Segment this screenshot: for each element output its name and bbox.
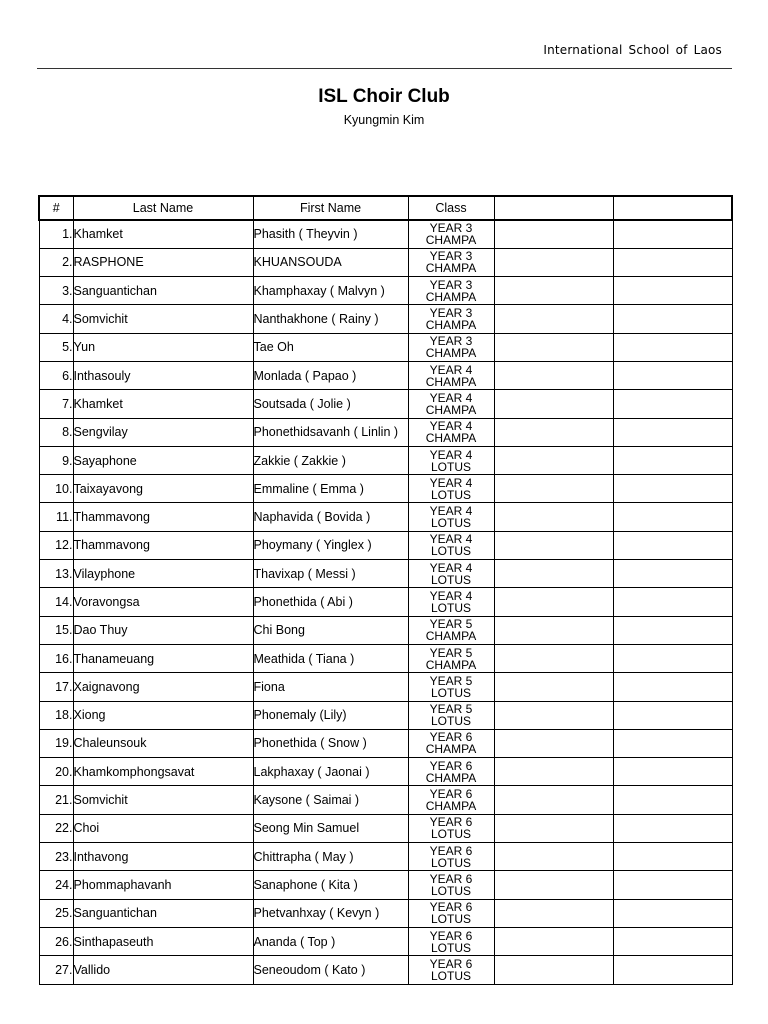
first-name-cell: Kaysone ( Saimai ): [253, 786, 408, 814]
last-name-cell: Chaleunsouk: [73, 729, 253, 757]
first-name-cell: Chittrapha ( May ): [253, 843, 408, 871]
class-year: YEAR 3: [429, 277, 473, 292]
class-group: LOTUS: [430, 940, 471, 955]
class-year: YEAR 4: [429, 504, 473, 519]
class-year: YEAR 5: [429, 617, 473, 632]
table-row: [39, 305, 732, 333]
last-name-cell: Sinthapaseuth: [73, 927, 253, 955]
row-number: 19.: [39, 729, 73, 757]
first-name-cell: Ananda ( Top ): [253, 927, 408, 955]
class-group: CHAMPA: [425, 431, 477, 446]
class-year: YEAR 6: [429, 900, 473, 915]
blank-cell: [613, 843, 732, 871]
last-name-cell: Inthasouly: [73, 361, 253, 389]
class-group: LOTUS: [430, 714, 471, 729]
blank-cell: [613, 758, 732, 786]
first-name-cell: Phasith ( Theyvin ): [253, 220, 408, 248]
blank-cell: [494, 305, 613, 333]
table-row: [39, 475, 732, 503]
blank-cell: [613, 305, 732, 333]
class-cell: [408, 220, 494, 248]
class-group: CHAMPA: [425, 629, 477, 644]
blank-cell: [613, 899, 732, 927]
blank-cell: [494, 531, 613, 559]
blank-cell: [494, 927, 613, 955]
row-number: 4.: [39, 305, 73, 333]
blank-cell: [613, 814, 732, 842]
first-name-cell: Fiona: [253, 673, 408, 701]
table-row: [39, 956, 732, 984]
table-row: [39, 616, 732, 644]
last-name-cell: Sanguantichan: [73, 899, 253, 927]
class-year: YEAR 6: [429, 758, 473, 773]
table-row: [39, 899, 732, 927]
class-group: LOTUS: [430, 572, 471, 587]
class-group: LOTUS: [430, 487, 471, 502]
class-cell: [408, 786, 494, 814]
class-year: YEAR 6: [429, 928, 473, 943]
class-group: CHAMPA: [425, 799, 477, 814]
row-number: 20.: [39, 758, 73, 786]
last-name-cell: Khamket: [73, 390, 253, 418]
blank-cell: [494, 843, 613, 871]
blank-cell: [613, 333, 732, 361]
roster-body: [39, 220, 732, 984]
blank-cell: [613, 560, 732, 588]
blank-cell: [613, 503, 732, 531]
table-row: [39, 927, 732, 955]
table-row: [39, 418, 732, 446]
first-name-cell: Sanaphone ( Kita ): [253, 871, 408, 899]
class-year: YEAR 4: [429, 589, 473, 603]
last-name-cell: Voravongsa: [73, 588, 253, 616]
first-name-cell: Emmaline ( Emma ): [253, 475, 408, 503]
class-year: YEAR 6: [429, 730, 473, 745]
last-name-cell: Thammavong: [73, 531, 253, 559]
class-cell: [408, 531, 494, 559]
choir-roster-table: [38, 195, 733, 985]
first-name-cell: Nanthakhone ( Rainy ): [253, 305, 408, 333]
class-group: CHAMPA: [425, 770, 477, 785]
row-number: 24.: [39, 871, 73, 899]
blank-cell: [494, 899, 613, 927]
class-year: YEAR 4: [429, 475, 473, 490]
class-cell: [408, 927, 494, 955]
last-name-cell: Vilayphone: [73, 560, 253, 588]
row-number: 9.: [39, 446, 73, 474]
last-name-cell: Xiong: [73, 701, 253, 729]
table-row: [39, 701, 732, 729]
class-group: LOTUS: [430, 855, 471, 870]
blank-cell: [494, 701, 613, 729]
class-cell: [408, 644, 494, 672]
first-name-cell: Thavixap ( Messi ): [253, 560, 408, 588]
last-name-cell: Khamkomphongsavat: [73, 758, 253, 786]
blank-cell: [613, 446, 732, 474]
row-number: 3.: [39, 277, 73, 305]
last-name-cell: Sayaphone: [73, 446, 253, 474]
blank-cell: [613, 475, 732, 503]
class-year: YEAR 5: [429, 645, 473, 660]
first-name-cell: Seneoudom ( Kato ): [253, 956, 408, 984]
table-row: [39, 673, 732, 701]
table-row: [39, 333, 732, 361]
blank-cell: [613, 390, 732, 418]
first-name-cell: Phonethida ( Snow ): [253, 729, 408, 757]
last-name-cell: Xaignavong: [73, 673, 253, 701]
row-number: 15.: [39, 616, 73, 644]
class-year: YEAR 6: [429, 787, 473, 802]
first-name-cell: Phonethidsavanh ( Linlin ): [253, 418, 408, 446]
class-group: CHAMPA: [425, 289, 477, 304]
last-name-cell: Yun: [73, 333, 253, 361]
row-number: 23.: [39, 843, 73, 871]
last-name-cell: Thanameuang: [73, 644, 253, 672]
class-group: CHAMPA: [425, 318, 477, 333]
class-cell: [408, 871, 494, 899]
blank-cell: [613, 927, 732, 955]
last-name-cell: Inthavong: [73, 843, 253, 871]
blank-cell: [613, 418, 732, 446]
class-group: CHAMPA: [425, 374, 477, 389]
blank-cell: [494, 361, 613, 389]
blank-cell: [613, 673, 732, 701]
blank-cell: [494, 248, 613, 276]
class-year: YEAR 3: [429, 306, 473, 321]
last-name-cell: Vallido: [73, 956, 253, 984]
table-row: [39, 361, 732, 389]
class-year: YEAR 6: [429, 815, 473, 830]
last-name-cell: Sanguantichan: [73, 277, 253, 305]
row-number: 13.: [39, 560, 73, 588]
table-row: [39, 503, 732, 531]
row-number: 6.: [39, 361, 73, 389]
table-row: [39, 814, 732, 842]
first-name-cell: Monlada ( Papao ): [253, 361, 408, 389]
table-row: [39, 277, 732, 305]
class-cell: [408, 729, 494, 757]
class-cell: [408, 616, 494, 644]
blank-cell: [613, 588, 732, 616]
blank-cell: [613, 277, 732, 305]
blank-cell: [613, 361, 732, 389]
first-name-cell: Seong Min Samuel: [253, 814, 408, 842]
class-group: LOTUS: [430, 685, 471, 700]
row-number: 12.: [39, 531, 73, 559]
class-cell: [408, 475, 494, 503]
last-name-cell: Phommaphavanh: [73, 871, 253, 899]
table-row: [39, 588, 732, 616]
class-group: CHAMPA: [425, 742, 477, 757]
row-number: 25.: [39, 899, 73, 927]
class-year: YEAR 4: [429, 362, 473, 377]
class-cell: [408, 843, 494, 871]
first-name-cell: Naphavida ( Bovida ): [253, 503, 408, 531]
blank-cell: [613, 701, 732, 729]
first-name-cell: Zakkie ( Zakkie ): [253, 446, 408, 474]
class-year: YEAR 5: [429, 702, 473, 717]
blank-cell: [613, 531, 732, 559]
header-class: Class: [408, 196, 494, 220]
blank-cell: [494, 616, 613, 644]
class-year: YEAR 4: [429, 532, 473, 547]
class-cell: [408, 560, 494, 588]
class-year: YEAR 5: [429, 673, 473, 688]
blank-cell: [494, 814, 613, 842]
row-number: 8.: [39, 418, 73, 446]
class-group: LOTUS: [430, 516, 471, 531]
class-year: YEAR 6: [429, 871, 473, 886]
class-group: LOTUS: [430, 912, 471, 927]
first-name-cell: Phetvanhxay ( Kevyn ): [253, 899, 408, 927]
row-number: 11.: [39, 503, 73, 531]
blank-cell: [494, 673, 613, 701]
class-cell: [408, 588, 494, 616]
first-name-cell: Lakphaxay ( Jaonai ): [253, 758, 408, 786]
row-number: 16.: [39, 644, 73, 672]
class-cell: [408, 446, 494, 474]
header-divider: [37, 68, 732, 69]
blank-cell: [613, 220, 732, 248]
last-name-cell: Somvichit: [73, 786, 253, 814]
blank-cell: [613, 729, 732, 757]
document-title: ISL Choir Club: [318, 86, 450, 107]
class-group: LOTUS: [430, 459, 471, 474]
row-number: 1.: [39, 220, 73, 248]
row-number: 10.: [39, 475, 73, 503]
table-row: [39, 786, 732, 814]
table-row: [39, 220, 732, 248]
class-cell: [408, 701, 494, 729]
table-row: [39, 729, 732, 757]
table-row: [39, 644, 732, 672]
row-number: 7.: [39, 390, 73, 418]
class-cell: [408, 333, 494, 361]
class-group: CHAMPA: [425, 233, 477, 248]
class-year: YEAR 4: [429, 560, 473, 575]
blank-cell: [613, 786, 732, 814]
class-cell: [408, 814, 494, 842]
table-row: [39, 871, 732, 899]
header-last-name: Last Name: [73, 196, 253, 220]
class-cell: [408, 758, 494, 786]
row-number: 27.: [39, 956, 73, 984]
header-blank-1: [494, 196, 613, 220]
table-row: [39, 843, 732, 871]
class-cell: [408, 503, 494, 531]
last-name-cell: Thammavong: [73, 503, 253, 531]
first-name-cell: Khamphaxay ( Malvyn ): [253, 277, 408, 305]
class-group: LOTUS: [430, 827, 471, 842]
first-name-cell: Tae Oh: [253, 333, 408, 361]
class-cell: [408, 305, 494, 333]
row-number: 26.: [39, 927, 73, 955]
blank-cell: [494, 475, 613, 503]
blank-cell: [494, 333, 613, 361]
blank-cell: [613, 644, 732, 672]
class-cell: [408, 956, 494, 984]
class-cell: [408, 277, 494, 305]
last-name-cell: Choi: [73, 814, 253, 842]
row-number: 14.: [39, 588, 73, 616]
blank-cell: [494, 446, 613, 474]
blank-cell: [613, 248, 732, 276]
first-name-cell: Phoymany ( Yinglex ): [253, 531, 408, 559]
header-first-name: First Name: [253, 196, 408, 220]
first-name-cell: Phonethida ( Abi ): [253, 588, 408, 616]
last-name-cell: Khamket: [73, 220, 253, 248]
class-cell: [408, 390, 494, 418]
class-group: LOTUS: [430, 968, 471, 983]
blank-cell: [494, 503, 613, 531]
table-header-row: [39, 196, 732, 220]
class-cell: [408, 673, 494, 701]
class-year: YEAR 3: [429, 221, 473, 236]
class-year: YEAR 3: [429, 249, 473, 264]
class-year: YEAR 4: [429, 419, 473, 434]
blank-cell: [494, 390, 613, 418]
class-cell: [408, 899, 494, 927]
last-name-cell: RASPHONE: [73, 248, 253, 276]
class-year: YEAR 6: [429, 843, 473, 858]
blank-cell: [494, 560, 613, 588]
blank-cell: [494, 277, 613, 305]
row-number: 18.: [39, 701, 73, 729]
class-cell: [408, 418, 494, 446]
class-cell: [408, 361, 494, 389]
class-group: CHAMPA: [425, 346, 477, 361]
last-name-cell: Taixayavong: [73, 475, 253, 503]
class-year: YEAR 4: [429, 390, 473, 405]
school-name-header: International School of Laos: [543, 43, 722, 57]
table-row: [39, 531, 732, 559]
header-number: #: [39, 196, 73, 220]
blank-cell: [494, 588, 613, 616]
blank-cell: [494, 644, 613, 672]
first-name-cell: Soutsada ( Jolie ): [253, 390, 408, 418]
row-number: 5.: [39, 333, 73, 361]
row-number: 21.: [39, 786, 73, 814]
document-subtitle: Kyungmin Kim: [343, 113, 425, 127]
blank-cell: [494, 729, 613, 757]
blank-cell: [494, 871, 613, 899]
header-blank-2: [613, 196, 732, 220]
table-row: [39, 390, 732, 418]
blank-cell: [494, 956, 613, 984]
class-cell: [408, 248, 494, 276]
table-row: [39, 758, 732, 786]
table-row: [39, 446, 732, 474]
row-number: 17.: [39, 673, 73, 701]
class-year: YEAR 3: [429, 334, 473, 349]
last-name-cell: Dao Thuy: [73, 616, 253, 644]
class-year: YEAR 6: [429, 956, 473, 971]
blank-cell: [494, 786, 613, 814]
blank-cell: [494, 418, 613, 446]
class-group: CHAMPA: [425, 261, 477, 276]
first-name-cell: KHUANSOUDA: [253, 248, 408, 276]
class-group: LOTUS: [430, 883, 471, 898]
last-name-cell: Somvichit: [73, 305, 253, 333]
blank-cell: [494, 758, 613, 786]
last-name-cell: Sengvilay: [73, 418, 253, 446]
blank-cell: [494, 220, 613, 248]
row-number: 22.: [39, 814, 73, 842]
class-group: CHAMPA: [425, 657, 477, 672]
blank-cell: [613, 871, 732, 899]
class-group: CHAMPA: [425, 402, 477, 417]
blank-cell: [613, 956, 732, 984]
blank-cell: [613, 616, 732, 644]
table-row: [39, 560, 732, 588]
class-year: YEAR 4: [429, 447, 473, 462]
first-name-cell: Meathida ( Tiana ): [253, 644, 408, 672]
first-name-cell: Phonemaly (Lily): [253, 701, 408, 729]
row-number: 2.: [39, 248, 73, 276]
class-group: LOTUS: [430, 601, 471, 615]
class-group: LOTUS: [430, 544, 471, 559]
first-name-cell: Chi Bong: [253, 616, 408, 644]
table-row: [39, 248, 732, 276]
